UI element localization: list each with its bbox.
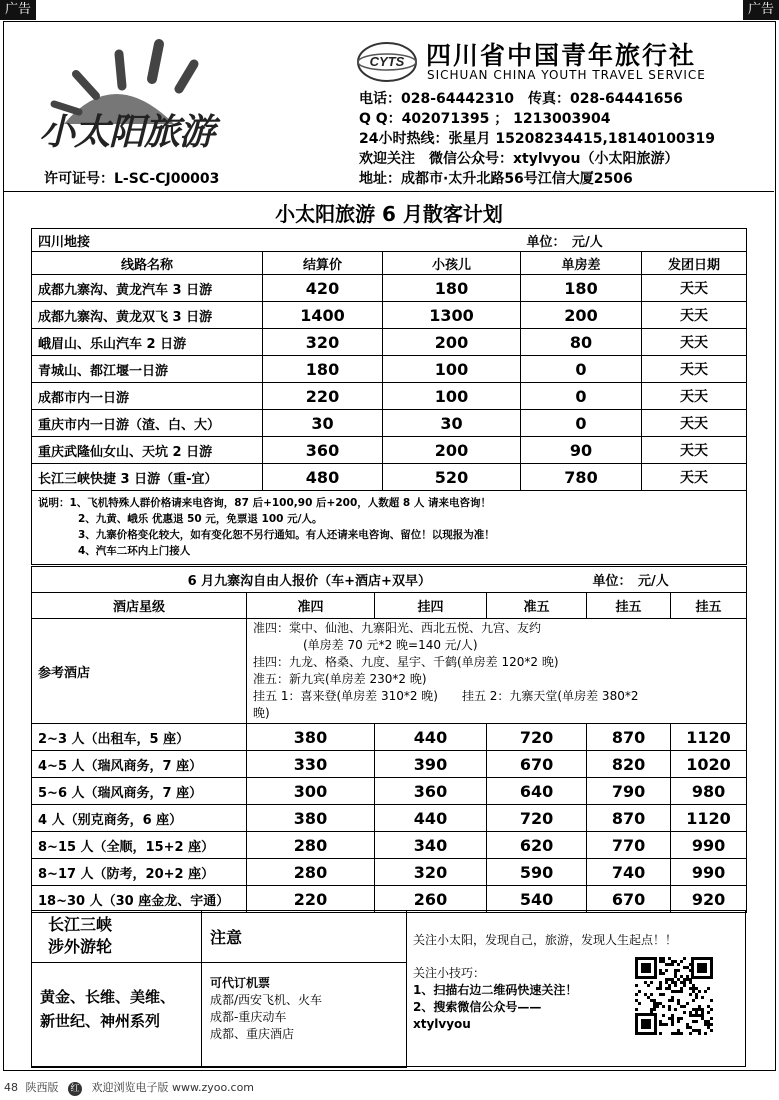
column-header: 挂五	[587, 593, 671, 619]
price-cell: 180	[383, 275, 521, 302]
edition-badge: 红	[68, 1082, 82, 1096]
table-row	[32, 356, 747, 383]
note-line: 说明：1、飞机特殊人群价格请来电咨询，87 后+100,90 后+200，人数超 8 人 请来电咨询！	[38, 497, 492, 509]
price-cell: 280	[247, 832, 375, 859]
price-cell: 30	[383, 410, 521, 437]
price-cell: 590	[487, 859, 587, 886]
attention-cell: 注意	[201, 910, 407, 963]
edition-label: 陕西版	[25, 1081, 59, 1094]
price-cell: 670	[587, 886, 671, 913]
price-cell: 天天	[642, 356, 747, 383]
table-row	[32, 437, 747, 464]
price-cell: 天天	[642, 329, 747, 356]
hotel-line: 准四：棠中、仙池、九寨阳光、西北五悦、九宫、友约	[253, 621, 542, 635]
price-cell: 80	[521, 329, 642, 356]
ref-hotels	[247, 619, 747, 724]
price-cell: 200	[383, 437, 521, 464]
price-cell: 330	[247, 751, 375, 778]
price-cell: 0	[521, 410, 642, 437]
page-footer	[0, 1079, 779, 1096]
column-header: 酒店星级	[32, 593, 247, 619]
price-cell: 420	[263, 275, 383, 302]
local-tours-table	[31, 228, 747, 565]
ad-tag-left: 广告	[0, 0, 36, 20]
price-cell: 990	[671, 832, 747, 859]
price-cell: 天天	[642, 437, 747, 464]
notes	[32, 491, 747, 565]
footer-text: 欢迎浏览电子版 www.zyoo.com	[91, 1081, 255, 1094]
group-size: 2~3 人（出租车，5 座）	[32, 724, 247, 751]
column-header: 挂四	[375, 593, 487, 619]
price-cell: 720	[487, 724, 587, 751]
agency-name-cn: 四川省中国青年旅行社	[426, 41, 697, 70]
hotel-line: (单房差 70 元*2 晚=140 元/人)	[303, 638, 478, 652]
price-cell: 390	[375, 751, 487, 778]
price-cell: 770	[587, 832, 671, 859]
price-cell: 天天	[642, 410, 747, 437]
price-cell: 480	[263, 464, 383, 491]
price-cell: 620	[487, 832, 587, 859]
price-cell: 720	[487, 805, 587, 832]
column-header: 单房差	[521, 252, 642, 275]
table-row	[32, 778, 747, 805]
table-row	[32, 410, 747, 437]
column-header: 发团日期	[642, 252, 747, 275]
table-row	[32, 302, 747, 329]
price-cell: 200	[383, 329, 521, 356]
column-header: 挂五	[671, 593, 747, 619]
tip-line: 1、扫描右边二维码快速关注！	[413, 983, 578, 997]
hotel-line: 挂五 1：喜来登(单房差 310*2 晚) 挂五 2：九寨天堂(单房差 380*2	[253, 689, 639, 703]
price-cell: 1400	[263, 302, 383, 329]
tips-title: 关注小技巧：	[413, 966, 486, 980]
table-row	[32, 329, 747, 356]
hotel-line: 挂四：九龙、格桑、九度、星宇、千鹤(单房差 120*2 晚)	[253, 655, 559, 669]
route-name: 峨眉山、乐山汽车 2 日游	[32, 329, 263, 356]
contact-phone: 电话：028-64442310 传真：028-64441656	[359, 91, 683, 107]
price-cell: 540	[487, 886, 587, 913]
contact-address: 地址：成都市·太升北路56号江信大厦2506	[359, 171, 633, 187]
price-cell: 280	[247, 859, 375, 886]
ticket-line: 成都、重庆酒店	[210, 1027, 295, 1041]
group-size: 8~17 人（防考，20+2 座）	[32, 859, 247, 886]
cruise-cell	[31, 910, 202, 963]
price-cell: 320	[263, 329, 383, 356]
qr-code-icon[interactable]	[635, 957, 713, 1035]
price-cell: 440	[375, 805, 487, 832]
section-title: 四川地接	[32, 229, 521, 252]
price-cell: 640	[487, 778, 587, 805]
section-title: 6 月九寨沟自由人报价（车+酒店+双早）	[32, 567, 587, 593]
route-name: 重庆武隆仙女山、天坑 2 日游	[32, 437, 263, 464]
price-cell: 1120	[671, 724, 747, 751]
series-line: 黄金、长维、美维、	[40, 988, 176, 1006]
table-row	[32, 383, 747, 410]
column-header: 准五	[487, 593, 587, 619]
column-header: 线路名称	[32, 252, 263, 275]
column-header: 准四	[247, 593, 375, 619]
table-row	[32, 751, 747, 778]
price-cell: 100	[383, 356, 521, 383]
group-size: 18~30 人（30 座金龙、宇通）	[32, 886, 247, 913]
license-number: 许可证号：L-SC-CJ00003	[44, 171, 220, 187]
price-cell: 天天	[642, 383, 747, 410]
header	[4, 22, 774, 192]
price-cell: 220	[263, 383, 383, 410]
route-name: 成都九寨沟、黄龙双飞 3 日游	[32, 302, 263, 329]
price-cell: 340	[375, 832, 487, 859]
price-cell: 740	[587, 859, 671, 886]
price-cell: 870	[587, 805, 671, 832]
price-cell: 0	[521, 356, 642, 383]
unit-label: 单位： 元/人	[521, 229, 747, 252]
note-line: 4、汽车二环内上门接人	[78, 545, 191, 557]
price-cell: 980	[671, 778, 747, 805]
note-line: 3、九寨价格变化较大，如有变化恕不另行通知。有人还请来电咨询、留位！以现报为准！	[78, 529, 495, 541]
follow-tips	[413, 965, 623, 1033]
price-cell: 220	[247, 886, 375, 913]
slogan: 关注小太阳，发现自己，旅游，发现人生起点！！	[413, 933, 678, 947]
ticket-line: 成都/西安飞机、火车	[210, 993, 323, 1007]
page-number: 48	[4, 1081, 18, 1094]
price-cell: 90	[521, 437, 642, 464]
price-cell: 180	[263, 356, 383, 383]
price-cell: 790	[587, 778, 671, 805]
wechat-id: xtylvyou	[413, 1017, 471, 1031]
contact-wechat: 欢迎关注 微信公众号：xtylvyou（小太阳旅游）	[359, 151, 679, 167]
price-cell: 1020	[671, 751, 747, 778]
price-cell: 360	[375, 778, 487, 805]
price-cell: 320	[375, 859, 487, 886]
price-cell: 180	[521, 275, 642, 302]
footer-box	[31, 910, 746, 1067]
table-row	[32, 886, 747, 913]
price-cell: 260	[375, 886, 487, 913]
route-name: 成都九寨沟、黄龙汽车 3 日游	[32, 275, 263, 302]
tip-line: 2、搜索微信公众号——	[413, 1000, 542, 1014]
jiuzhaigou-table	[31, 566, 747, 913]
group-size: 5~6 人（瑞风商务，7 座）	[32, 778, 247, 805]
price-cell: 380	[247, 805, 375, 832]
price-cell: 990	[671, 859, 747, 886]
agency-name-en: SICHUAN CHINA YOUTH TRAVEL SERVICE	[427, 68, 706, 82]
price-cell: 820	[587, 751, 671, 778]
page-title: 小太阳旅游 6 月散客计划	[275, 202, 503, 226]
brand-logo	[24, 34, 274, 174]
price-cell: 360	[263, 437, 383, 464]
route-name: 长江三峡快捷 3 日游（重-宜）	[32, 464, 263, 491]
route-name: 成都市内一日游	[32, 383, 263, 410]
tickets-cell	[201, 962, 407, 1068]
price-cell: 1300	[383, 302, 521, 329]
ref-hotel-label: 参考酒店	[32, 619, 247, 724]
ad-tag-right: 广告	[743, 0, 779, 20]
price-cell: 200	[521, 302, 642, 329]
price-cell: 300	[247, 778, 375, 805]
route-name: 青城山、都江堰一日游	[32, 356, 263, 383]
contact-qq: Q Q：402071395 ； 1213003904	[359, 111, 611, 127]
price-cell: 1120	[671, 805, 747, 832]
route-name: 重庆市内一日游（渣、白、大）	[32, 410, 263, 437]
price-cell: 30	[263, 410, 383, 437]
contact-hotline: 24小时热线：张星月 15208234415,18140100319	[359, 131, 715, 147]
price-cell: 920	[671, 886, 747, 913]
price-cell: 440	[375, 724, 487, 751]
table-row	[32, 464, 747, 491]
table-row	[32, 275, 747, 302]
price-cell: 天天	[642, 302, 747, 329]
price-cell: 870	[587, 724, 671, 751]
table-row	[32, 859, 747, 886]
cruise-line: 长江三峡	[48, 915, 113, 934]
note-line: 2、九黄、峨乐 优惠退 50 元，免票退 100 元/人。	[78, 513, 323, 525]
price-cell: 520	[383, 464, 521, 491]
group-size: 4~5 人（瑞风商务，7 座）	[32, 751, 247, 778]
hotel-line: 晚)	[253, 706, 270, 720]
unit-label: 单位： 元/人	[587, 567, 747, 593]
price-cell: 780	[521, 464, 642, 491]
tickets-title: 可代订机票	[210, 976, 271, 990]
series-line: 新世纪、神州系列	[40, 1012, 161, 1030]
ticket-line: 成都-重庆动车	[210, 1010, 287, 1024]
hotel-line: 准五：新九宾(单房差 230*2 晚)	[253, 672, 427, 686]
series-cell	[31, 962, 202, 1068]
price-cell: 670	[487, 751, 587, 778]
column-header: 小孩儿	[383, 252, 521, 275]
price-cell: 天天	[642, 275, 747, 302]
price-cell: 天天	[642, 464, 747, 491]
table-row	[32, 805, 747, 832]
table-row	[32, 724, 747, 751]
group-size: 8~15 人（全顺，15+2 座）	[32, 832, 247, 859]
price-cell: 0	[521, 383, 642, 410]
price-cell: 380	[247, 724, 375, 751]
table-row	[32, 832, 747, 859]
price-cell: 100	[383, 383, 521, 410]
cyts-logo-text: CYTS	[369, 54, 405, 69]
brand-logo-text: 小太阳旅游	[39, 112, 215, 153]
column-header: 结算价	[263, 252, 383, 275]
group-size: 4 人（别克商务，6 座）	[32, 805, 247, 832]
cyts-logo-icon	[356, 40, 418, 88]
cruise-line: 涉外游轮	[48, 937, 113, 956]
